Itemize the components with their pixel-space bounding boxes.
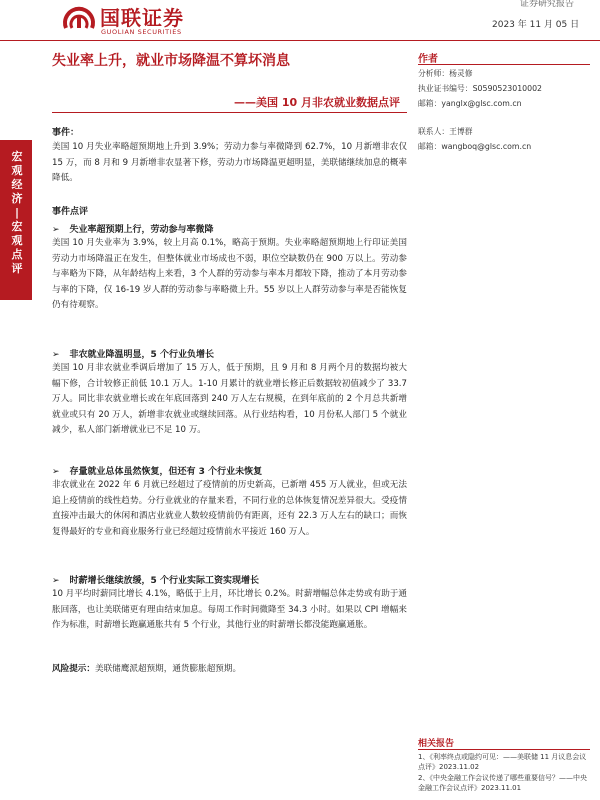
bullet-heading-text: 失业率超预期上行，劳动参与率微降 [69, 225, 214, 235]
left-sidebar [0, 0, 32, 800]
risk-warning-label: 风险提示： [52, 664, 95, 674]
related-report-link[interactable]: 1、《利率终点或隐约可见：——美联储 11 月议息会议点评》2023.11.02 [418, 753, 587, 771]
bullet-heading-nonfarm [52, 347, 214, 360]
company-logo-english: GUOLIAN SECURITIES [101, 28, 182, 36]
bullet-paragraph-nonfarm: 美国 10 月非农就业季调后增加了 15 万人，低于预期，且 9 月和 8 月两个月的数据均被大幅下修，合计较修正前低 10.1 万人。1-10 月累计的就业增长修正后数据较初值减少了 33.7 万人。同比非农就业增长或在年底回落到 240 万人左右规模，在到年底前的 2 个月总共新增就业或只有 20 万人，新增非农就业或继续回落。从行业结构看，10 月份私人部门 5 个就业减少，私人部门新增就业已不足 10 万。 [52, 363, 407, 435]
related-reports-heading: 相关报告 [418, 739, 455, 749]
comment-heading: 事件点评 [52, 207, 89, 217]
bullet-heading-text: 存量就业总体虽然恢复，但还有 3 个行业未恢复 [69, 467, 263, 477]
bullet-arrow-icon: ➢ [52, 225, 60, 235]
title-divider [52, 112, 407, 113]
bullet-arrow-icon: ➢ [52, 350, 60, 360]
event-paragraph: 美国 10 月失业率略超预期地上升到 3.9%；劳动力参与率微降到 62.7%，10 月新增非农仅 15 万，而 8 月和 9 月新增非农显著下修，劳动力市场降温更超明显，美联储继续加息的概率降低。 [52, 142, 407, 183]
bullet-heading-unemployment [52, 222, 214, 235]
contact-email: 邮箱：wangboq@glsc.com.cn [418, 142, 532, 151]
author-heading: 作者 [418, 54, 438, 65]
related-report-link[interactable]: 2、《中央金融工作会议传递了哪些重要信号？——中央金融工作会议点评》2023.11.01 [418, 774, 587, 792]
analyst-name: 分析师：杨灵修 [418, 69, 473, 78]
bullet-heading-stock-employment [52, 464, 262, 477]
report-subtitle: ——美国 10 月非农就业数据点评 [234, 96, 400, 109]
related-reports-divider [418, 749, 590, 750]
risk-warning [52, 662, 241, 674]
report-type-label: 证券研究报告 [520, 0, 575, 9]
bullet-paragraph-unemployment: 美国 10 月失业率为 3.9%，较上月高 0.1%，略高于预期。失业率略超预期地上行印证美国劳动力市场降温正在发生，但整体就业市场成也不弱，职位空缺数仍在 900 万以上。劳动参与率略为下降，从年龄结构上来看，3 个人群的劳动参与率本月都较下降，推动了本月劳动参与率的下降，仅 16-19 岁人群的劳动参与率略微上升。55 岁以上人群劳动参与率是否能恢复仍有待观察。 [52, 238, 407, 310]
guolian-logo-icon [62, 2, 96, 32]
risk-warning-text: 美联储鹰派超预期，通货膨胀超预期。 [94, 664, 242, 674]
bullet-heading-text: 非农就业降温明显，5 个行业负增长 [69, 350, 214, 360]
bullet-paragraph-stock-employment: 非农就业在 2022 年 6 月就已经超过了疫情前的历史新高，已新增 455 万人就业，但或无法追上疫情前的线性趋势。分行业就业的存量来看，不同行业的总体恢复情况差异很大。受疫情直接冲击最大的休闲和酒店业就业人数较疫情前仍有距离，还有 22.3 万人左右的缺口；而恢复得最好的专业和商业服务行业已经超过疫情前水平接近 160 万人。 [52, 480, 407, 537]
bullet-paragraph-wages: 10 月平均时薪同比增长 4.1%，略低于上月，环比增长 0.2%。时薪增幅总体走势或有助于通胀回落，也让美联储更有理由结束加息。每周工作时间微降至 34.3 小时。如果以 CPI 增幅来作为标准，时薪增长跑赢通胀共有 5 个行业，其他行业的时薪增长都没能跑赢通胀。 [52, 589, 407, 630]
analyst-license: 执业证书编号：S0590523010002 [418, 84, 543, 93]
header-divider [0, 40, 600, 41]
bullet-heading-text: 时薪增长继续放缓，5 个行业实际工资实现增长 [69, 576, 259, 586]
company-logo-text: 国联证券 [100, 6, 184, 30]
report-title: 失业率上升，就业市场降温不算坏消息 [52, 53, 290, 69]
bullet-heading-wages [52, 573, 259, 586]
contact-name: 联系人：王博群 [418, 127, 473, 136]
event-heading: 事件： [52, 128, 80, 138]
author-divider [418, 64, 590, 65]
analyst-email: 邮箱：yanglx@glsc.com.cn [418, 99, 522, 108]
bullet-arrow-icon: ➢ [52, 467, 60, 477]
bullet-arrow-icon: ➢ [52, 576, 60, 586]
sidebar-category-label: 宏观经济 | 宏观点评 [11, 150, 23, 275]
report-date: 2023 年 11 月 05 日 [492, 20, 580, 30]
